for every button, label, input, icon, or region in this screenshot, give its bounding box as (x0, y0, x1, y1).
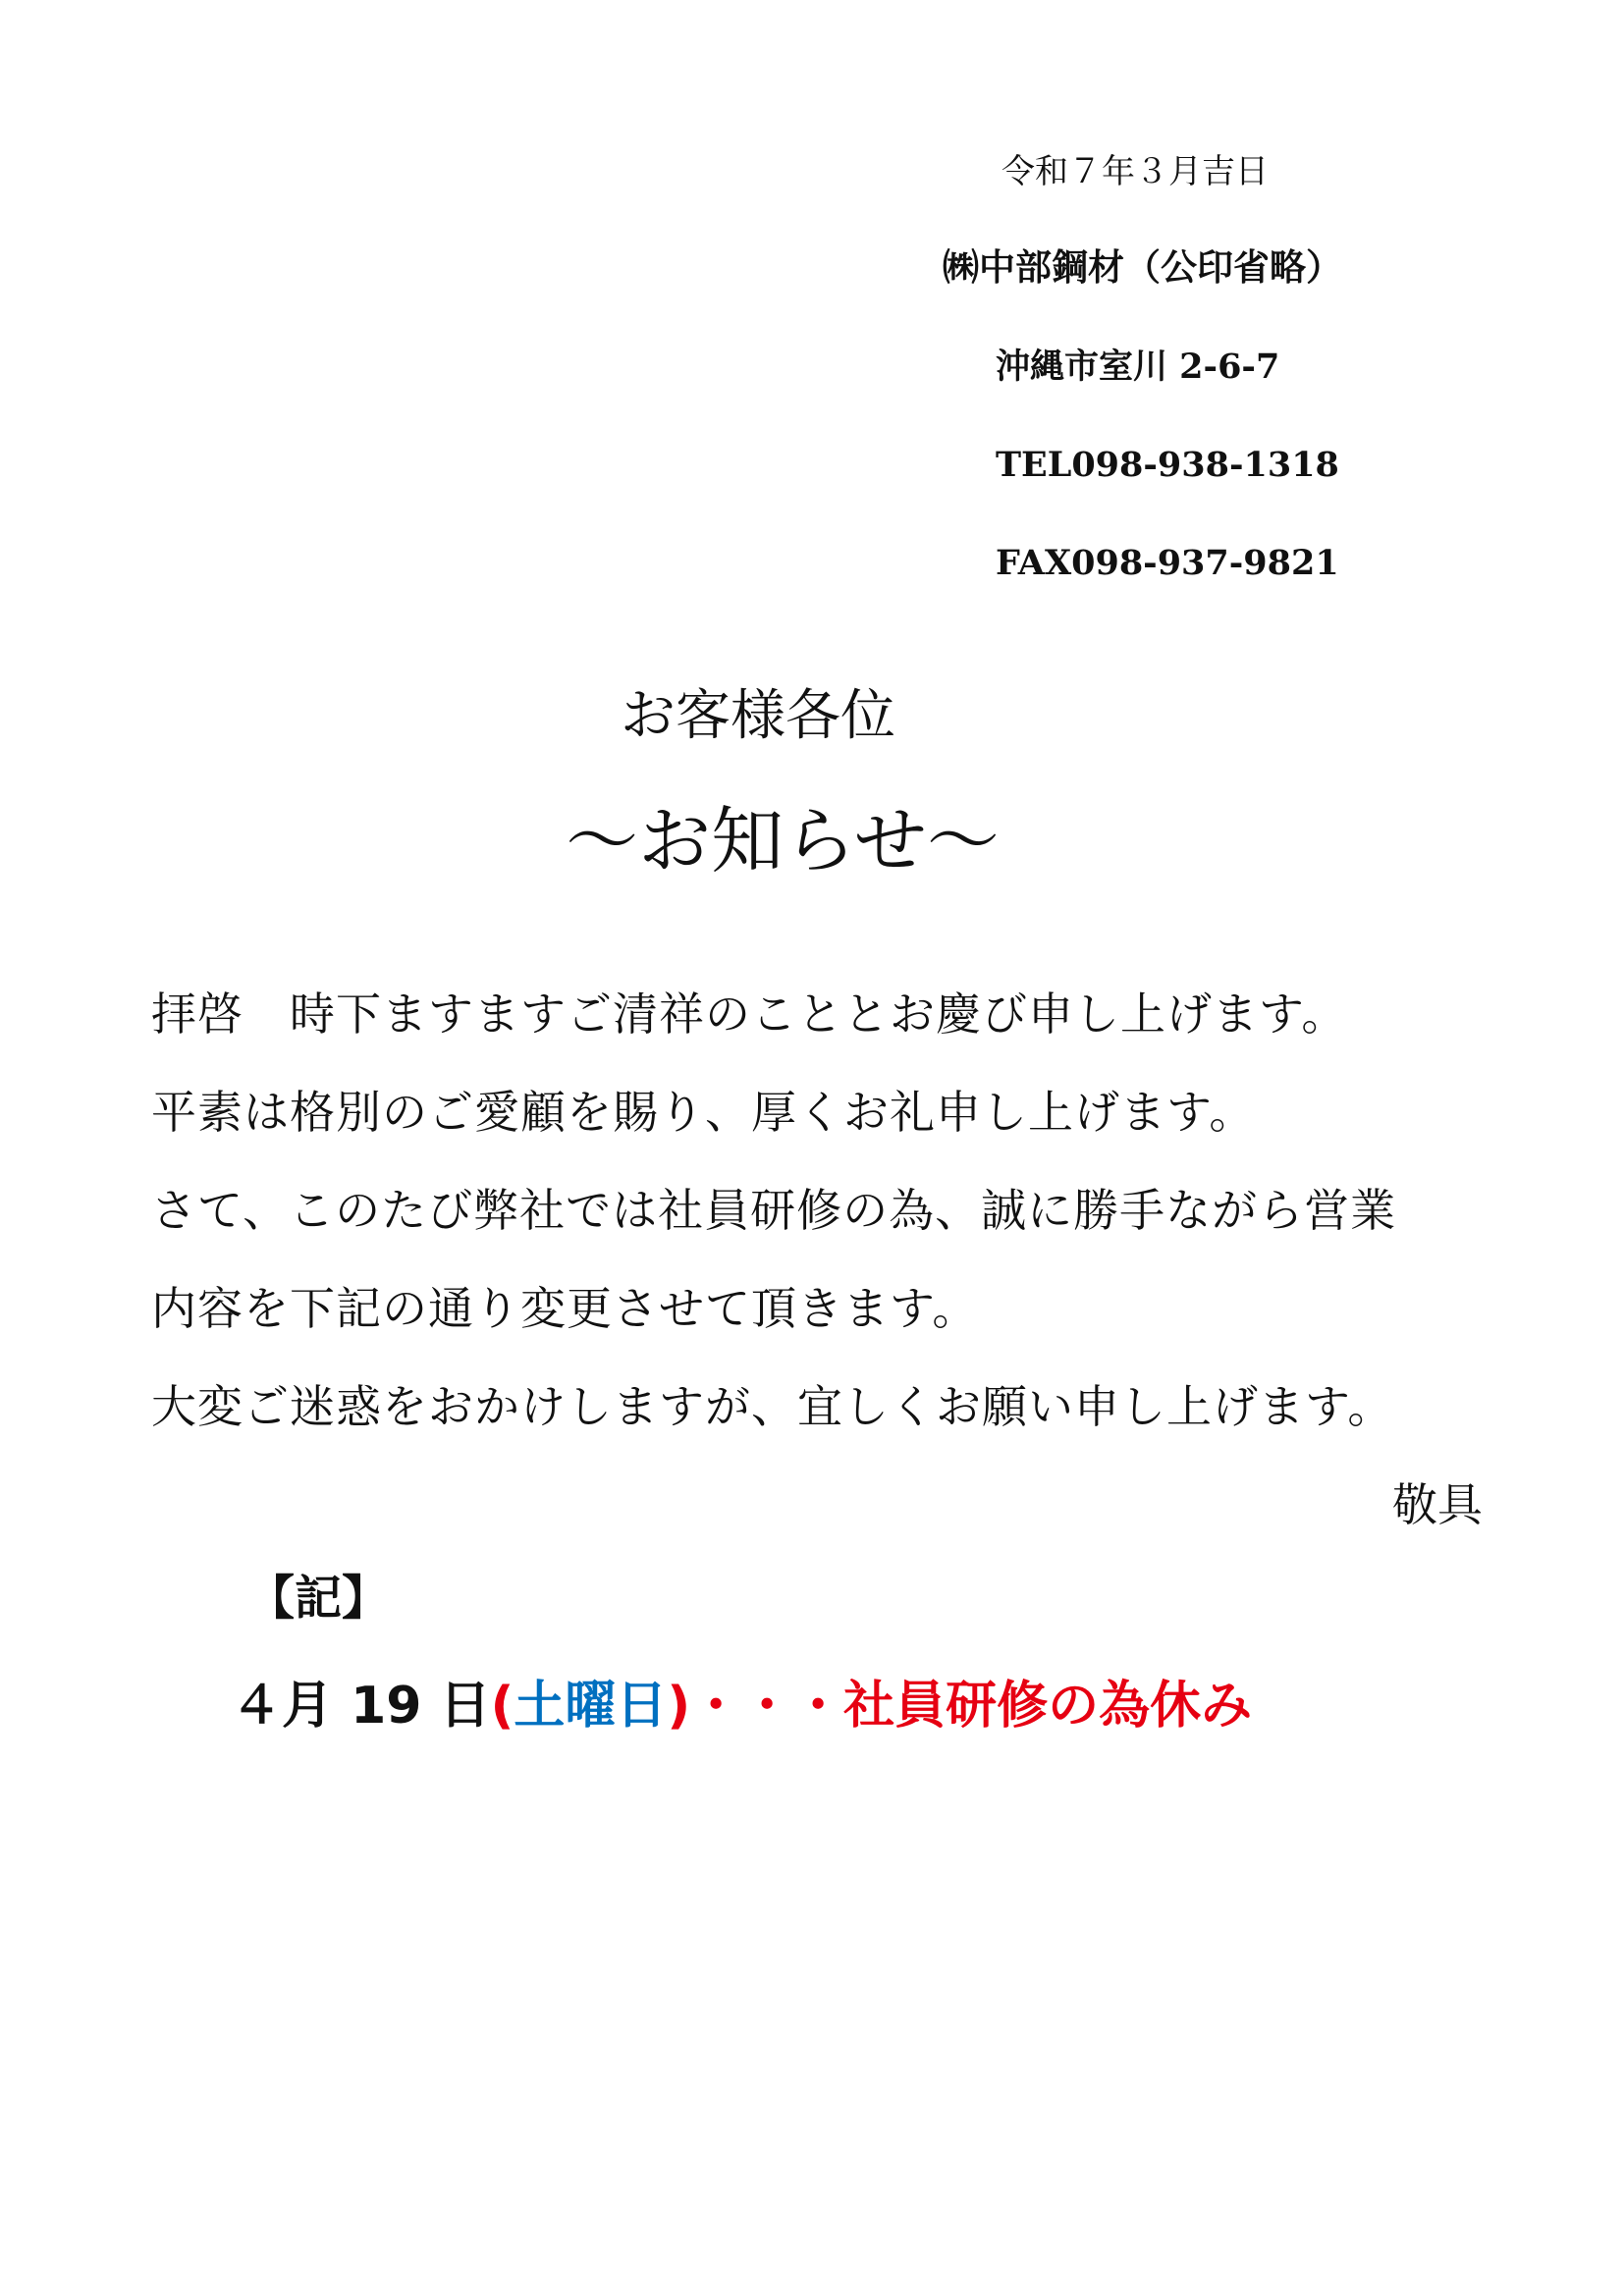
body-paragraph: 大変ご迷惑をおかけしますが、宜しくお願い申し上げます。 (151, 1380, 1394, 1433)
body-paragraph: 拝啓 時下ますますご清祥のこととお慶び申し上げます。 (151, 988, 1348, 1041)
holiday-detail (231, 1677, 1253, 1735)
body-paragraph: 平素は格別のご愛顧を賜り、厚くお礼申し上げます。 (151, 1086, 1256, 1139)
closing-word: 敬具 (1392, 1478, 1483, 1531)
holiday-reason: ・・・社員研修の為休み (690, 1677, 1253, 1735)
paren-close: ) (667, 1677, 691, 1735)
company-tel: TEL098-938-1318 (996, 445, 1339, 485)
ki-label: 【記】 (247, 1571, 390, 1626)
body-paragraph: さて、このたび弊社では社員研修の為、誠に勝手ながら営業 (151, 1184, 1397, 1237)
holiday-date: ４月 19 日 (231, 1677, 491, 1735)
company-name: ㈱中部鋼材（公印省略） (943, 245, 1342, 289)
paren-open: ( (490, 1677, 514, 1735)
issue-date: 令和７年３月吉日 (1001, 152, 1269, 191)
notice-title: ～お知らせ～ (566, 799, 1000, 883)
body-paragraph: 内容を下記の通り変更させて頂きます。 (151, 1282, 979, 1335)
company-address: 沖縄市室川 2-6-7 (996, 347, 1280, 387)
company-fax: FAX098-937-9821 (996, 543, 1339, 583)
recipient-heading: お客様各位 (621, 684, 895, 748)
holiday-weekday: 土曜日 (514, 1677, 668, 1735)
